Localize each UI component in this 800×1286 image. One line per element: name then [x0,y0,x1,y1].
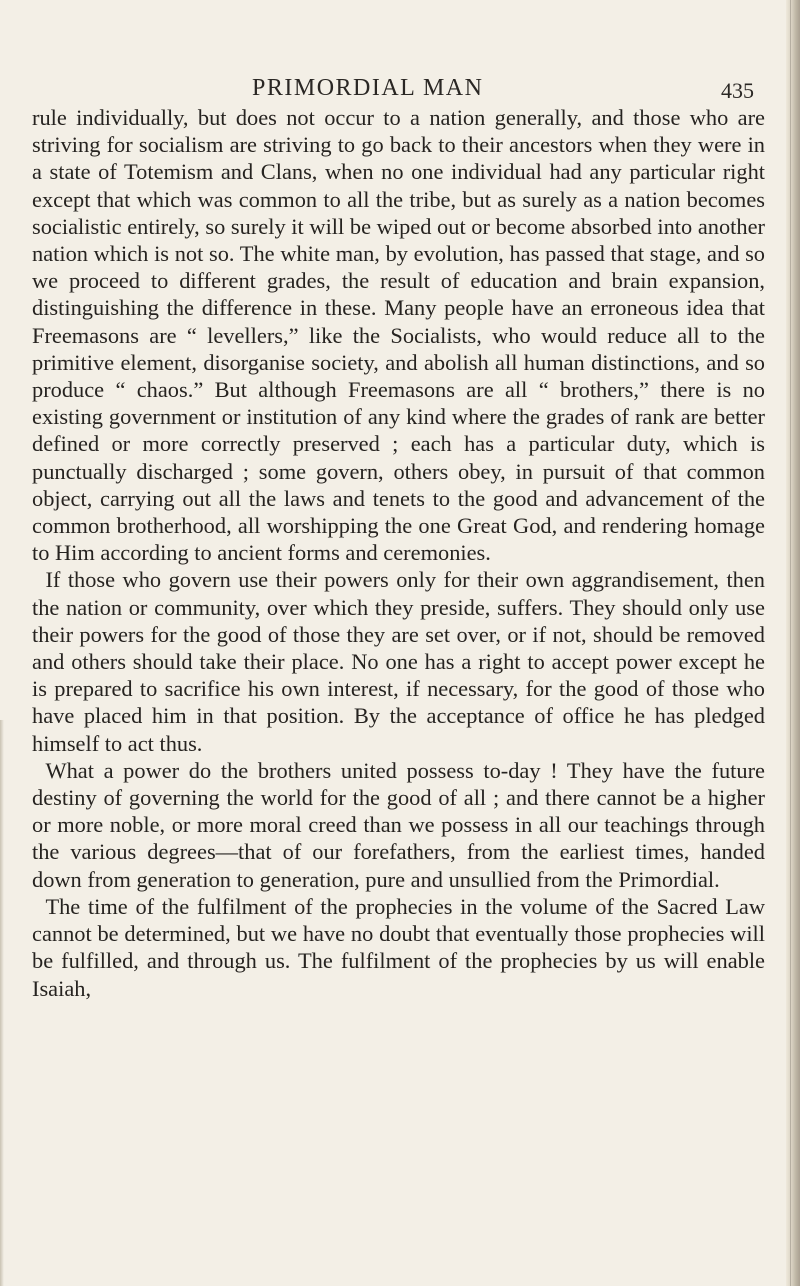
body-text [32,104,765,1002]
running-title: PRIMORDIAL MAN [252,75,484,101]
paragraph: rule individually, but does not occur to a nation generally, and those who are striving for socialism are striving to go back to their ancestors when they were in a state of Totemism and Clans, when no one individual had any particular right except that which was common to all the tribe, but as surely as a nation becomes socialistic entirely, so surely it will be wiped out or become absorbed into another nation which is not so. The white man, by evolution, has passed that stage, and so we proceed to different grades, the result of education and brain expansion, distinguishing the difference in these. Many people have an erroneous idea that Freemasons are “ levellers,” like the Socialists, who would reduce all to the primitive element, disorganise society, and abolish all human distinctions, and so produce “ chaos.” But although Freemasons are all “ brothers,” there is no existing government or institution of any kind where the grades of rank are better defined or more correctly preserved ; each has a particular duty, which is punctually discharged ; some govern, others obey, in pursuit of that common object, carrying out all the laws and tenets to the good and advancement of the common brotherhood, all worshipping the one Great God, and rendering homage to Him according to ancient forms and ceremonies. [32,105,765,566]
page-edge-line [790,0,791,1286]
paragraph: The time of the fulfilment of the prophecies in the volume of the Sacred Law cannot be determined, but we have no doubt that eventually those prophecies will be fulfilled, and through us. The fulfilment of the prophecies by us will enable Isaiah, [32,893,765,1001]
page-number: 435 [721,78,754,103]
page-header [32,58,762,108]
paragraph: If those who govern use their powers only for their own aggrandisement, then the nation or community, over which they preside, suffers. They should only use their powers for the good of those they are set over, or if not, should be removed and others should take their place. No one has a right to accept power except he is prepared to sacrifice his own interest, if necessary, for the good of those who have placed him in that position. By the acceptance of office he has pledged himself to act thus. [32,567,765,756]
paragraph: What a power do the brothers united possess to-day ! They have the future destiny of governing the world for the good of all ; and there cannot be a higher or more noble, or more moral creed than we possess in all our teachings through the various degrees—that of our forefathers, from the earliest times, handed down from generation to generation, pure and unsullied from the Primordial. [32,757,765,892]
page-edge [786,0,800,1286]
page-shadow-left [0,720,4,1286]
